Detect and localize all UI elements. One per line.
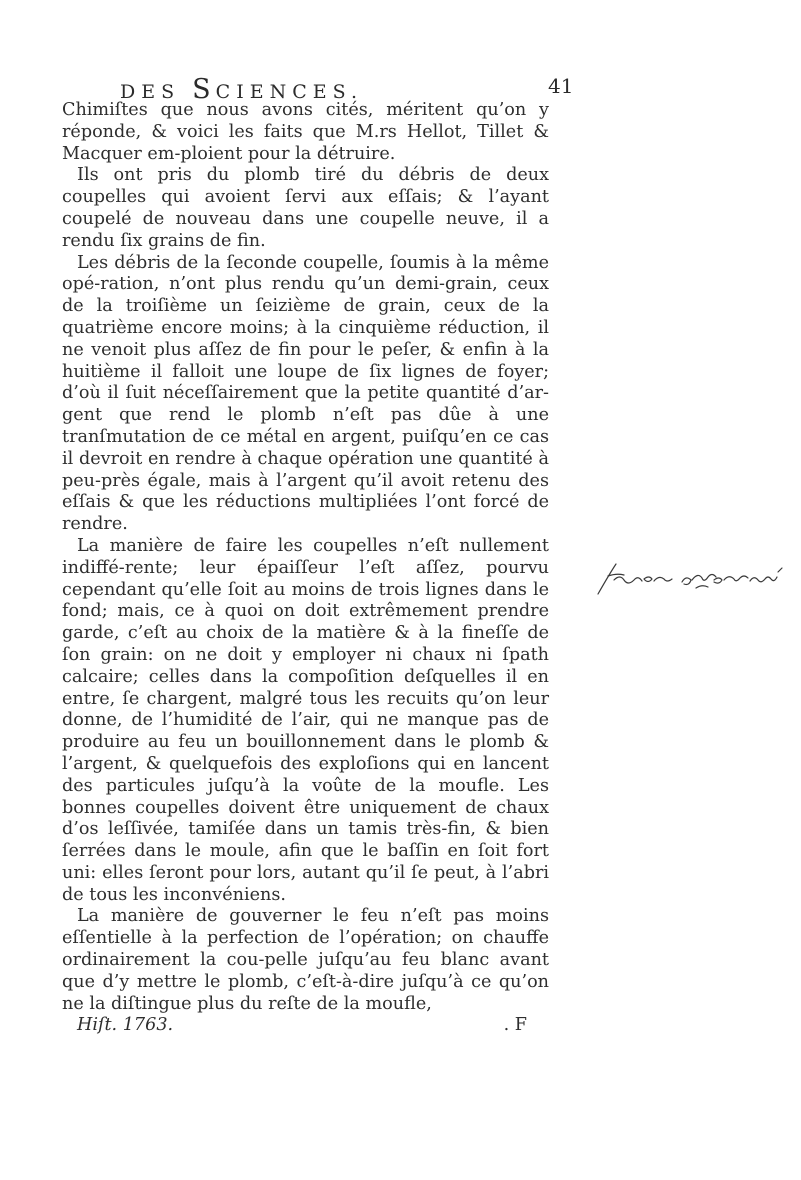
signature-mark: . F [503,1015,527,1036]
handwritten-margin-note [592,562,801,596]
running-head-small: DES [120,81,181,103]
footer-source: Hiſt. 1763. [77,1015,174,1036]
page-number: 41 [548,74,574,98]
paragraph-2: Ils ont pris du plomb tiré du débris de deux coupelles qui avoient ſervi aux eſſais; & l’ayant coupelé de nouveau dans une coupelle neuve, il a rendu ſix grains de fin. [62,165,549,251]
running-head-cap: S [192,74,216,105]
main-text [62,100,549,1037]
handwritten-note-icon [592,562,792,596]
running-head-rest: CIENCES. [215,81,363,103]
paragraph-1: Chimiſtes que nous avons cités, méritent qu’on y réponde, & voici les faits que M.rs Hellot, Tillet & Macquer em-ploient pour la détruire. [62,100,549,164]
paragraph-4: La manière de faire les coupelles n’eſt nullement indiffé-rente; leur épaiſſeur l’eſt aſſez, pourvu cependant qu’elle ſoit au moins de trois lignes dans le fond; mais, ce à quoi on doit extrêmement prendre garde, c’eſt au choix de la matière & à la fineſſe de ſon grain: on ne doit y employer ni chaux ni ſpath calcaire; celles dans la compoſition deſquelles il en entre, ſe chargent, malgré tous les recuits qu’on leur donne, de l’humidité de l’air, qui ne manque pas de produire au feu un bouillonnement dans le plomb & l’argent, & quelquefois des exploſions qui en lancent des particules juſqu’à la voûte de la moufle. Les bonnes coupelles doivent être uniquement de chaux d’os leſſivée, tamiſée dans un tamis très-fin, & bien ſerrées dans le moule, afin que le baſſin en ſoit fort uni: elles ſeront pour lors, autant qu’il ſe peut, à l’abri de tous les inconvéniens. [62,535,549,905]
paragraph-5: La manière de gouverner le feu n’eſt pas moins eſſentielle à la perfection de l’opération; on chauffe ordinairement la cou-pelle juſqu’au feu blanc avant que d’y mettre le plomb, c’eſt-à-dire juſqu’à ce qu’on ne la diſtingue plus du reſte de la moufle, [62,906,549,1014]
page-footer [62,1015,527,1037]
paragraph-3: Les débris de la ſeconde coupelle, ſoumis à la même opé-ration, n’ont plus rendu qu’un demi-grain, ceux de la troiſième un ſeizième de grain, ceux de la quatrième encore moins; à la cinquième réduction, il ne venoit plus aſſez de fin pour le peſer, & enfin à la huitième il falloit une loupe de ſix lignes de foyer; d’où il ſuit néceſſairement que la petite quantité d’ar-gent que rend le plomb n’eſt pas dûe à une tranſmutation de ce métal en argent, puiſqu’en ce cas il devroit en rendre à chaque opération une quantité à peu-près égale, mais à l’argent qu’il avoit retenu des eſſais & que les réductions multipliées l’ont forcé de rendre. [62,252,549,535]
